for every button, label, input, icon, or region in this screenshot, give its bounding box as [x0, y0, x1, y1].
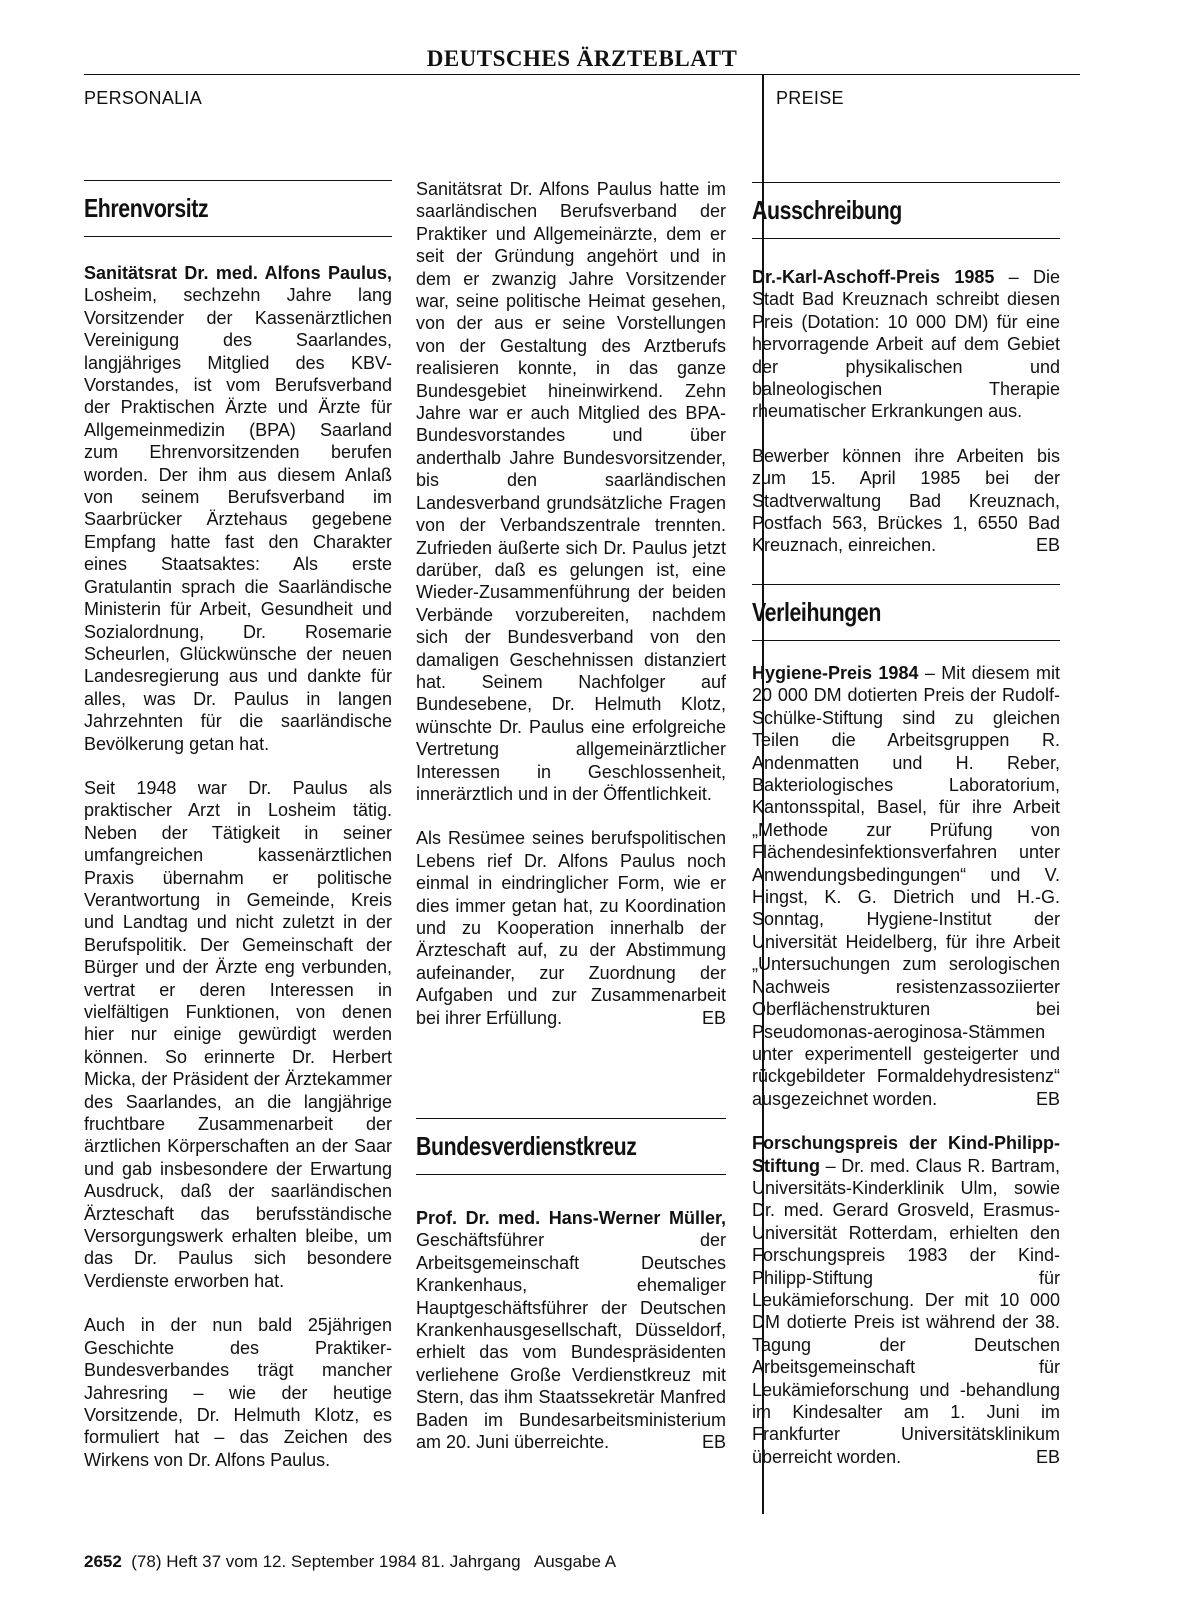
heading-block-verleihungen: [752, 584, 1060, 641]
prize-name: Dr.-Karl-Aschoff-Preis 1985: [752, 267, 995, 287]
paragraph: [752, 266, 1060, 423]
paragraph: [752, 445, 1060, 557]
paragraph-text: – Die Stadt Bad Kreuznach schreibt diesen Preis (Dotation: 10 000 DM) für eine hervorragende Arbeit auf dem Gebiet der physikalischen und balneologischen Therapie rheumatischer Erkrankungen aus.: [752, 267, 1060, 422]
heading-rule-bottom: [416, 1174, 726, 1175]
paragraph-text: Als Resümee seines berufspolitischen Lebens rief Dr. Alfons Paulus noch einmal in eindringlicher Form, wie er dies immer getan hat, zu Koordination und zu Kooperation innerhalb der Ärzteschaft auf, zu der Abstimmung aufeinander, zur Zuordnung der Aufgaben und zur Zusammenarbeit bei ihrer Erfüllung.: [416, 828, 726, 1028]
article-ausschreibung: [752, 266, 1060, 557]
article-verleihungen: [752, 662, 1060, 1468]
heading-rule-top: [84, 180, 392, 181]
author-initials: EB: [701, 1432, 726, 1453]
heading-rule-bottom: [752, 640, 1060, 641]
heading-rule-top: [416, 1118, 726, 1119]
paragraph: [84, 262, 392, 755]
journal-masthead: DEUTSCHES ÄRZTEBLATT: [426, 46, 738, 71]
heading-ausschreibung: Ausschreibung: [752, 195, 902, 225]
heading-rule-bottom: [84, 236, 392, 237]
author-initials: EB: [1035, 1446, 1060, 1467]
heading-rule-bottom: [752, 238, 1060, 239]
article-ehrenvorsitz-col2: [416, 178, 726, 1029]
paragraph-text: Geschäftsführer der Arbeitsgemeinschaft Deutsches Krankenhaus, ehemaliger Hauptgeschäftsführer der Deutschen Krankenhausgesellschaft, Düsseldorf, erhielt das vom Bundespräsidenten verliehene Große Verdienstkreuz mit Stern, das ihm Staatssekretär Manfred Baden im Bundesarbeitsministerium am 20. Juni überreichte.: [416, 1230, 726, 1453]
article-ehrenvorsitz-col1: [84, 262, 392, 1471]
paragraph: [416, 827, 726, 1029]
heading-rule-top: [752, 182, 1060, 183]
author-initials: EB: [1035, 1088, 1060, 1109]
paragraph: Seit 1948 war Dr. Paulus als praktischer Arzt in Losheim tätig. Neben der Tätigkeit in seiner umfangreichen kassenärztlichen Praxis übernahm er politische Verantwortung in Gemeinde, Kreis und Landtag und nicht zuletzt in der Berufspolitik. Der Gemeinschaft der Bürger und der Ärzte eng verbunden, vertrat er deren Interessen in vielfältigen Funktionen, von denen hier nur einige gewürdigt werden können. So erinnerte Dr. Herbert Micka, der Präsident der Ärztekammer des Saarlandes, an die langjährige fruchtbare Zusammenarbeit der ärztlichen Körperschaften an der Saar und gab insbesondere der Erwartung Ausdruck, daß der saarländischen Ärzteschaft das berufsständische Versorgungswerk erhalten bleibe, um das Dr. Paulus sich besondere Verdienste erworben hat.: [84, 777, 392, 1291]
paragraph: [752, 1132, 1060, 1468]
section-label-personalia: PERSONALIA: [84, 88, 203, 108]
paragraph: Auch in der nun bald 25jährigen Geschichte des Praktiker-Bundesverbandes trägt mancher Jahresring – wie der heutige Vorsitzende, Dr. Helmuth Klotz, es formuliert hat – das Zeichen des Wirkens von Dr. Alfons Paulus.: [84, 1315, 392, 1470]
lead-name: Sanitätsrat Dr. med. Alfons Paulus,: [84, 263, 392, 283]
paragraph-text: Losheim, sechzehn Jahre lang Vorsitzender der Kassenärztlichen Vereinigung des Saarlandes, langjähriges Mitglied des KBV-Vorstandes, ist vom Berufsverband der Praktischen Ärzte und Ärzte für Allgemeinmedizin (BPA) Saarland zum Ehrenvorsitzenden berufen worden. Der ihm aus diesem Anlaß von seinem Berufsverband im Saarbrücker Ärztehaus gegebene Empfang hatte fast den Charakter eines Staatsaktes: Als erste Gratulantin sprach die Saarländische Ministerin für Arbeit, Gesundheit und Sozialordnung, Dr. Rosemarie Scheurlen, Glückwünsche der neuen Landesregierung aus und dankte für alles, was Dr. Paulus in langen Jahrzehnten für die saarländische Bevölkerung getan hat.: [84, 285, 392, 754]
heading-ehrenvorsitz: Ehrenvorsitz: [84, 193, 209, 223]
prize-name: Hygiene-Preis 1984: [752, 663, 919, 683]
article-bundesverdienstkreuz: [416, 1207, 726, 1453]
author-initials: EB: [701, 1007, 726, 1028]
issue-info: (78) Heft 37 vom 12. September 1984 81. Jahrgang Ausgabe A: [121, 1552, 617, 1571]
heading-verleihungen: Verleihungen: [752, 597, 881, 627]
paragraph: [416, 1207, 726, 1453]
heading-block-ausschreibung: [752, 182, 1060, 239]
paragraph-text: – Dr. med. Claus R. Bartram, Universitäts-Kinderklinik Ulm, sowie Dr. med. Gerard Grosveld, Erasmus-Universität Rotterdam, erhielten den Forschungspreis 1983 der Kind-Philipp-Stiftung für Leukämieforschung. Der mit 10 000 DM dotierte Preis ist während der 38. Tagung der Deutschen Arbeitsgemeinschaft für Leukämieforschung und -behandlung im Kindesalter am 1. Juni im Frankfurter Universitätsklinikum überreicht worden.: [752, 1155, 1060, 1467]
heading-bundesverdienstkreuz: Bundesverdienstkreuz: [416, 1131, 637, 1161]
lead-name: Prof. Dr. med. Hans-Werner Müller,: [416, 1208, 726, 1228]
section-label-preise: PREISE: [776, 88, 844, 108]
paragraph: [752, 662, 1060, 1110]
paragraph-text: – Mit diesem mit 20 000 DM dotierten Preis der Rudolf-Schülke-Stiftung sind zu gleichen Teilen die Arbeitsgruppen R. Andenmatten und H. Reber, Bakteriologisches Laboratorium, Kantonsspital, Basel, für ihre Arbeit „Methode zur Prüfung von Flächendesinfektionsverfahren unter Anwendungsbedingungen“ und V. Hingst, K. G. Dietrich und H.-G. Sonntag, Hygiene-Institut der Universität Heidelberg, für ihre Arbeit „Untersuchungen zum serologischen Nachweis resistenzassoziierter Oberflächenstrukturen bei Pseudomonas-aeroginosa-Stämmen unter experimentell gesteigerter und rückgebildeter Formaldehydresistenz“ ausgezeichnet worden.: [752, 663, 1060, 1109]
top-rule: [84, 74, 1080, 75]
heading-rule-top: [752, 584, 1060, 585]
prize-name: Forschungspreis der Kind-Philipp-Stiftung: [752, 1133, 1060, 1176]
heading-block-ehrenvorsitz: [84, 180, 392, 237]
paragraph: Sanitätsrat Dr. Alfons Paulus hatte im saarländischen Berufsverband der Praktiker und Allgemeinärzte, dem er seit der Gründung angehört und in dem er zwanzig Jahre Vorsitzender war, seine politische Heimat gesehen, von der aus er seine Vorstellungen von der Gestaltung des Arztberufs realisieren konnte, in das ganze Bundesgebiet hineinwirkend. Zehn Jahre war er auch Mitglied des BPA-Bundesvorstandes und über anderthalb Jahre Bundesvorsitzender, bis den saarländischen Landesverband grundsätzliche Fragen von der Verbandszentrale trennten. Zufrieden äußerte sich Dr. Paulus jetzt darüber, daß es gelungen ist, eine Wieder-Zusammenführung der beiden Verbände vorzubereiten, nachdem sich der Bundesverband von den damaligen Geschehnissen distanziert hat. Seinem Nachfolger auf Bundesebene, Dr. Helmuth Klotz, wünschte Dr. Paulus eine erfolgreiche Vertretung allgemeinärztlicher Interessen in Geschlossenheit, innerärztlich und in der Öffentlichkeit.: [416, 179, 726, 804]
page-footer: [84, 1552, 616, 1572]
author-initials: EB: [1035, 535, 1060, 556]
heading-block-bundesverdienstkreuz: [416, 1118, 726, 1175]
paragraph-text: Bewerber können ihre Arbeiten bis zum 15. April 1985 bei der Stadtverwaltung Bad Kreuznach, Postfach 563, Brückes 1, 6550 Bad Kreuznach, einreichen.: [752, 445, 1060, 556]
page-number: 2652: [84, 1552, 122, 1571]
